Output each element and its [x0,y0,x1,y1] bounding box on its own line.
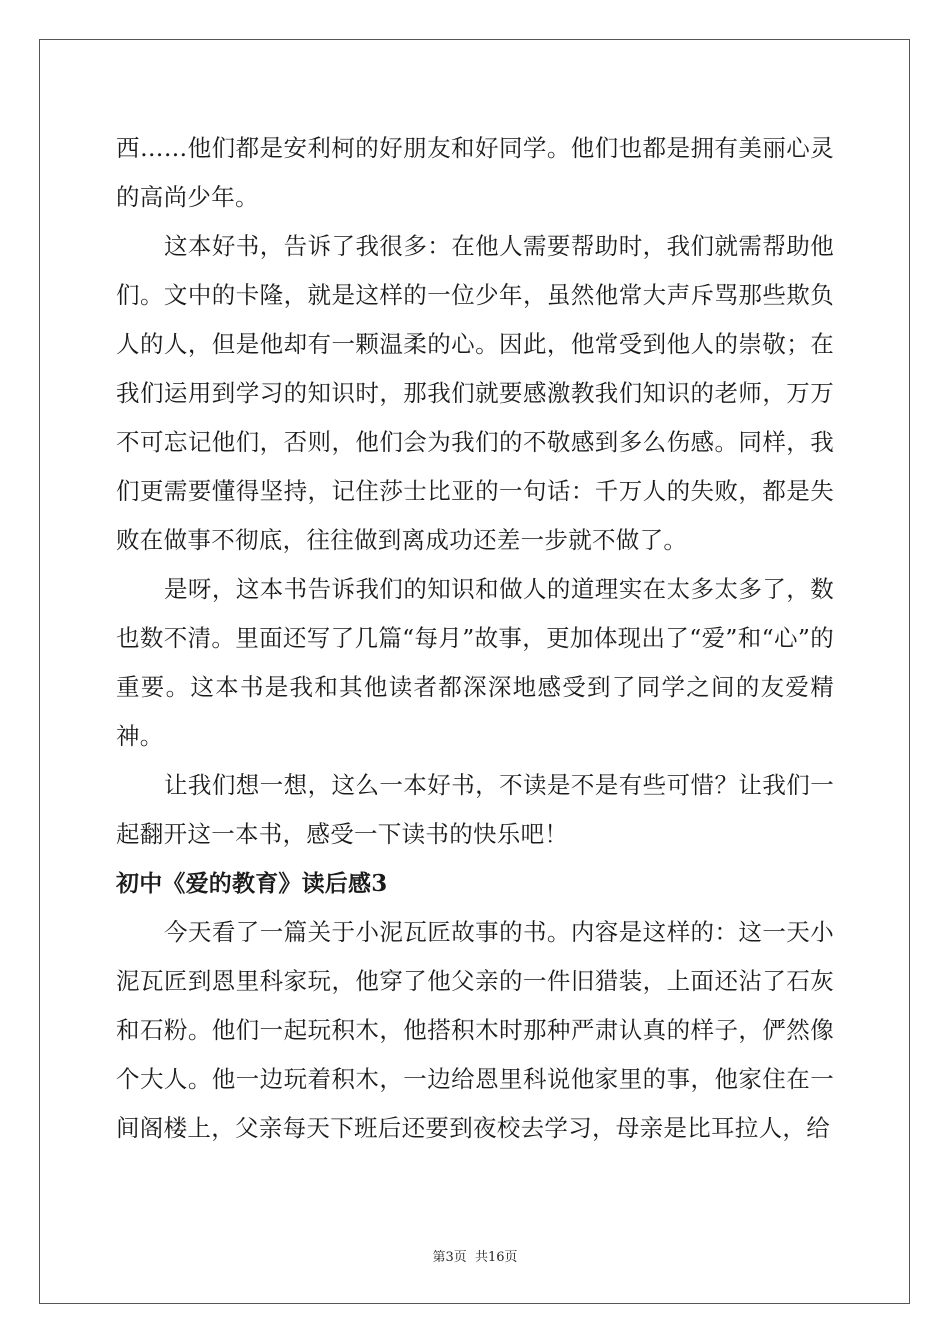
document-body [116,124,834,1153]
paragraph-4: 让我们想一想，这么一本好书，不读是不是有些可惜？让我们一起翻开这一本书，感受一下读书的快乐吧！ [116,771,834,848]
page-number: 第3页 [432,1250,467,1265]
paragraph-3: 是呀，这本书告诉我们的知识和做人的道理实在太多太多了，数也数不清。里面还写了几篇“每月”故事，更加体现出了“爱”和“心”的重要。这本书是我和其他读者都深深地感受到了同学之间的友爱精神。 [116,575,834,750]
section-heading: 初中《爱的教育》读后感3 [116,870,388,897]
paragraph-1: 西……他们都是安利柯的好朋友和好同学。他们也都是拥有美丽心灵的高尚少年。 [116,134,834,211]
paragraph-5: 今天看了一篇关于小泥瓦匠故事的书。内容是这样的：这一天小泥瓦匠到恩里科家玩，他穿了他父亲的一件旧猎装，上面还沾了石灰和石粉。他们一起玩积木，他搭积木时那种严肃认真的样子，俨然像个大人。他一边玩着积木，一边给恩里科说他家里的事，他家住在一间阁楼上，父亲每天下班后还要到夜校去学习，母亲是比耳拉人，给 [116,918,834,1142]
paragraph-2: 这本好书，告诉了我很多：在他人需要帮助时，我们就需帮助他们。文中的卡隆，就是这样的一位少年，虽然他常大声斥骂那些欺负人的人，但是他却有一颗温柔的心。因此，他常受到他人的崇敬；在我们运用到学习的知识时，那我们就要感激教我们知识的老师，万万不可忘记他们，否则，他们会为我们的不敬感到多么伤感。同样，我们更需要懂得坚持，记住莎士比亚的一句话：千万人的失败，都是失败在做事不彻底，往往做到离成功还差一步就不做了。 [116,232,834,554]
page-total: 共16页 [474,1250,518,1265]
page-footer [0,1246,950,1265]
